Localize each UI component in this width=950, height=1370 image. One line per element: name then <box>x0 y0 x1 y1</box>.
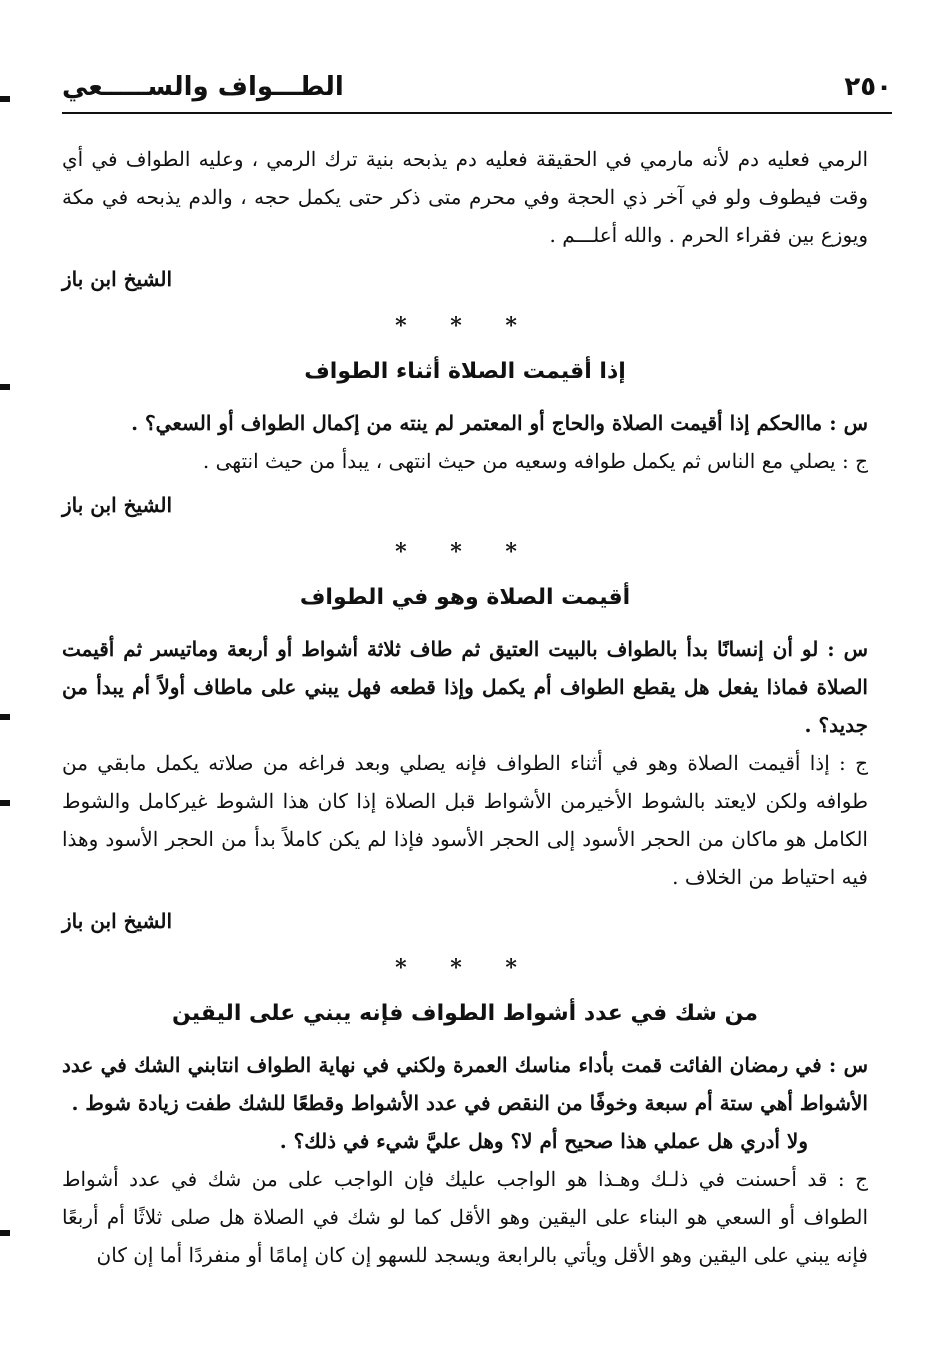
section-separator: * * * <box>395 539 535 565</box>
section-separator: * * * <box>395 313 535 339</box>
page-body <box>62 140 868 1274</box>
section-heading: إذا أقيمت الصلاة أثناء الطواف <box>304 359 626 384</box>
question: س : لو أن إنسانًا بدأ بالطواف بالبيت العتيق ثم طاف ثلاثة أشواط أو أربعة وماتيسر ثم أقيمت الصلاة فماذا يفعل هل يقطع الطواف أم يكمل وإذا قطعه فهل يبني على ماطاف أولاً أم يبدأ من جديد؟ . <box>62 637 868 737</box>
signature: الشيخ ابن باز <box>62 267 173 291</box>
section-separator: * * * <box>395 955 535 981</box>
question: س : في رمضان الفائت قمت بأداء مناسك العمرة ولكني في نهاية الطواف انتابني الشك في عدد الأشواط أهي ستة أم سبعة وخوفًا من النقص في عدد الأشواط وقطعًا للشك طفت زيادة شوط . <box>62 1053 868 1115</box>
section-heading: أقيمت الصلاة وهو في الطواف <box>299 585 631 610</box>
running-title: الطـــواف والســـــعي <box>62 72 344 102</box>
header-rule <box>62 112 892 114</box>
scan-edge-mark <box>0 1230 10 1236</box>
signature: الشيخ ابن باز <box>62 909 173 933</box>
answer: ج : يصلي مع الناس ثم يكمل طوافه وسعيه من حيث انتهى ، يبدأ من حيث انتهى . <box>202 449 868 473</box>
page-number: ٢٥٠ <box>844 72 892 102</box>
answer: ج : إذا أقيمت الصلاة وهو في أثناء الطواف فإنه يصلي وبعد فراغه من صلاته يكمل مابقي من طوافه ولكن لايعتد بالشوط الأخيرمن الأشواط قبل الصلاة إذا كان هذا الشوط غيركامل والشوط الكامل هو ماكان من الحجر الأسود إلى الحجر الأسود فإذا لم يكن كاملاً بدأ من الحجر الأسود وهذا فيه احتياط من الخلاف . <box>62 751 868 889</box>
scan-edge-mark <box>0 800 10 806</box>
running-header <box>62 70 892 114</box>
scan-edge-mark <box>0 714 10 720</box>
answer: ج : قد أحسنت في ذلـك وهـذا هو الواجب عليك فإن الواجب على من شك في عدد أشواط الطواف أو السعي هو البناء على اليقين وهو الأقل كما لو شك في الصلاة هل صلى ثلاثًا أم أربعًا فإنه يبني على اليقين وهو الأقل ويأتي بالرابعة ويسجد للسهو إن كان إمامًا أو منفردًا أما إن كان <box>62 1167 868 1267</box>
intro-paragraph: الرمي فعليه دم لأنه مارمي في الحقيقة فعليه دم يذبحه بنية ترك الرمي ، وعليه الطواف في أي وقت فيطوف ولو في آخر ذي الحجة وفي محرم متى ذكر حتى يكمل حجه ، والدم يذبحه في مكة ويوزع بين فقراء الحرم . والله أعلـــم . <box>62 147 869 247</box>
question: س : ماالحكم إذا أقيمت الصلاة والحاج أو المعتمر لم ينته من إكمال الطواف أو السعي؟ . <box>131 411 868 435</box>
scan-edge-mark <box>0 384 10 390</box>
section-heading: من شك في عدد أشواط الطواف فإنه يبني على اليقين <box>171 1001 759 1026</box>
signature: الشيخ ابن باز <box>62 493 173 517</box>
scan-edge-mark <box>0 96 10 102</box>
question-continuation: ولا أدري هل عملي هذا صحيح أم لا؟ وهل عليَّ شيء في ذلك؟ . <box>279 1129 808 1153</box>
